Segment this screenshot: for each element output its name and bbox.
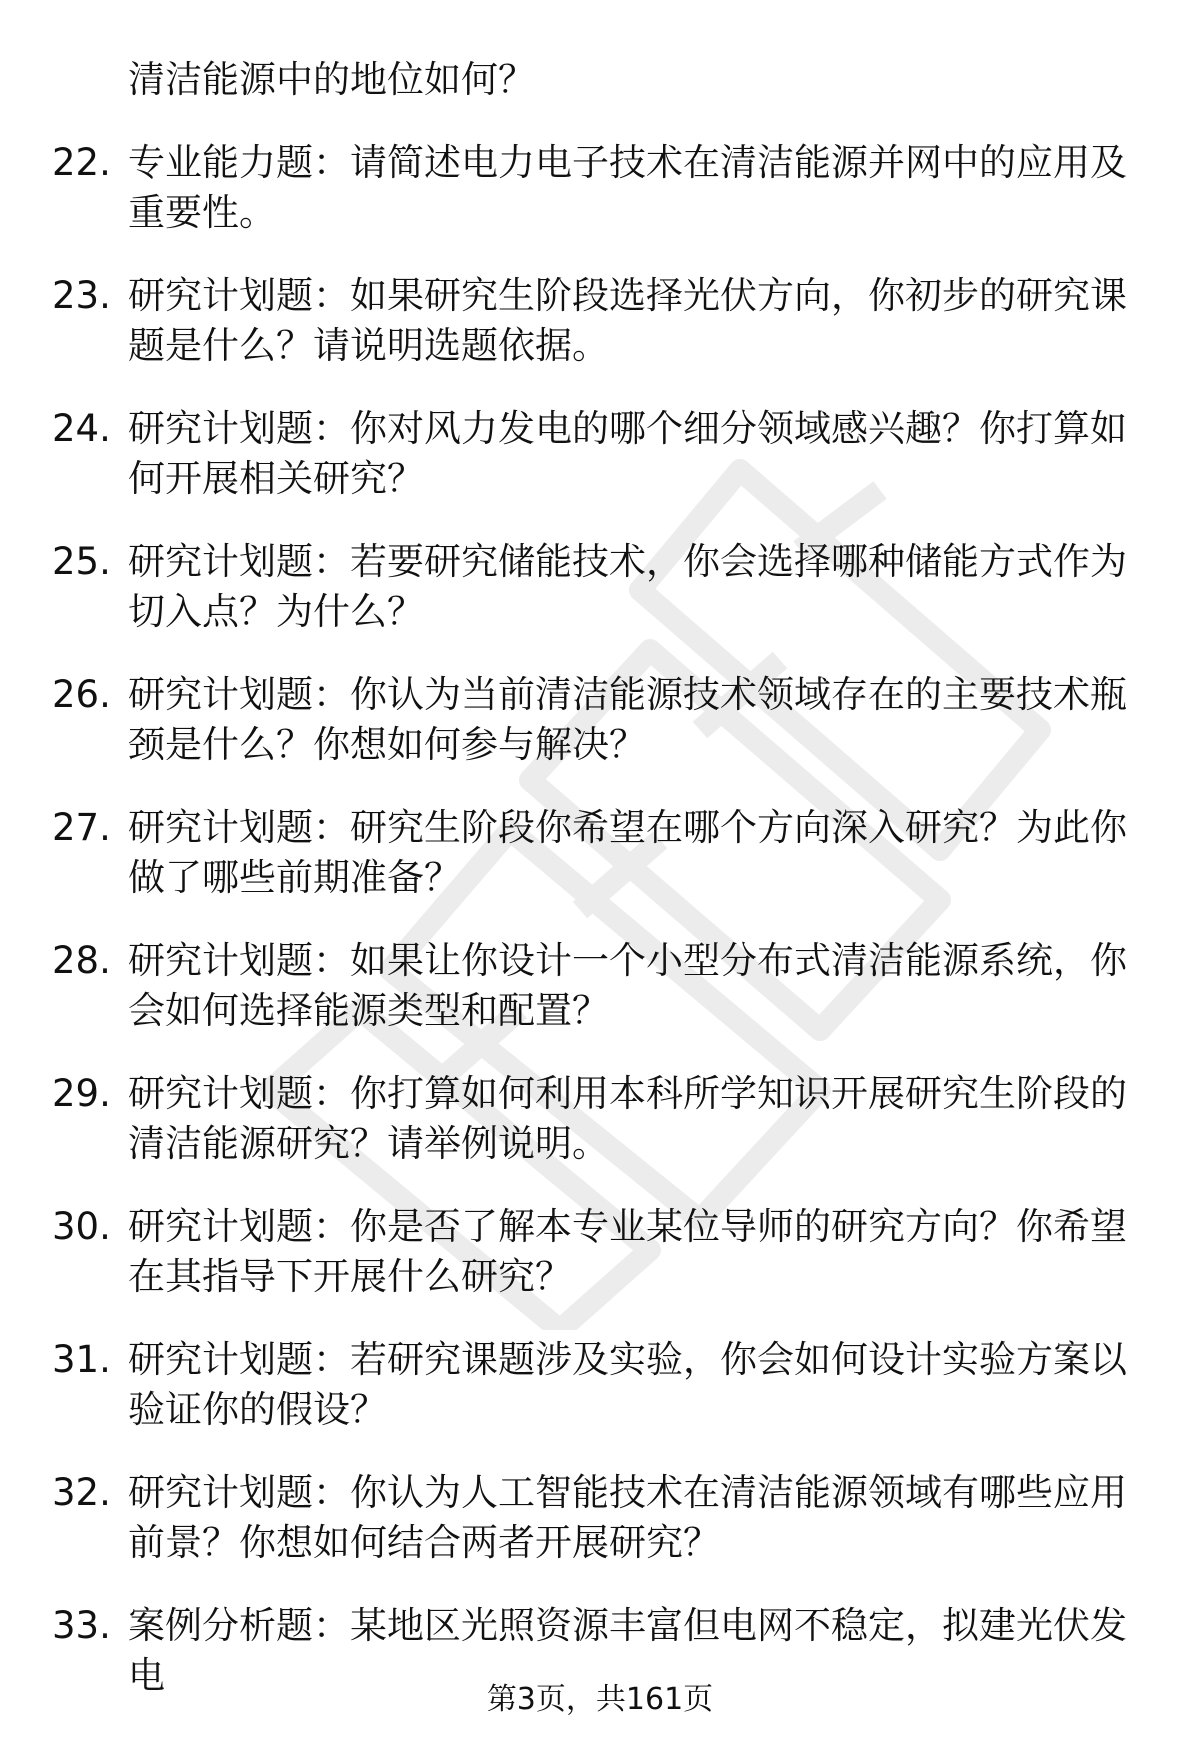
question-number: 23. bbox=[52, 274, 111, 317]
question-item bbox=[52, 537, 1152, 637]
question-number: 22. bbox=[52, 141, 111, 184]
question-item bbox=[52, 1202, 1152, 1302]
question-text: 研究计划题：若研究课题涉及实验，你会如何设计实验方案以验证你的假设？ bbox=[128, 1338, 1127, 1431]
question-text: 研究计划题：如果研究生阶段选择光伏方向，你初步的研究课题是什么？请说明选题依据。 bbox=[128, 274, 1127, 367]
question-number: 24. bbox=[52, 407, 111, 450]
question-number: 25. bbox=[52, 540, 111, 583]
question-item bbox=[52, 138, 1152, 238]
question-item bbox=[52, 404, 1152, 504]
question-text: 研究计划题：你认为当前清洁能源技术领域存在的主要技术瓶颈是什么？你想如何参与解决？ bbox=[128, 673, 1127, 766]
question-text: 清洁能源中的地位如何？ bbox=[128, 58, 535, 101]
question-text: 研究计划题：你认为人工智能技术在清洁能源领域有哪些应用前景？你想如何结合两者开展研究？ bbox=[128, 1471, 1127, 1564]
question-text: 研究计划题：你打算如何利用本科所学知识开展研究生阶段的清洁能源研究？请举例说明。 bbox=[128, 1072, 1127, 1165]
question-text: 研究计划题：若要研究储能技术，你会选择哪种储能方式作为切入点？为什么？ bbox=[128, 540, 1127, 633]
page-footer: 第3页，共161页 bbox=[486, 1682, 714, 1717]
question-text: 专业能力题：请简述电力电子技术在清洁能源并网中的应用及重要性。 bbox=[128, 141, 1127, 234]
question-item bbox=[52, 55, 1152, 105]
question-item bbox=[52, 803, 1152, 903]
question-number: 26. bbox=[52, 673, 111, 716]
question-item bbox=[52, 1468, 1152, 1568]
question-number: 27. bbox=[52, 806, 111, 849]
question-number: 29. bbox=[52, 1072, 111, 1115]
question-text: 研究计划题：你对风力发电的哪个细分领域感兴趣？你打算如何开展相关研究？ bbox=[128, 407, 1127, 500]
question-number: 32. bbox=[52, 1471, 111, 1514]
question-number: 28. bbox=[52, 939, 111, 982]
question-number: 30. bbox=[52, 1205, 111, 1248]
question-item bbox=[52, 271, 1152, 371]
question-number: 33. bbox=[52, 1604, 111, 1647]
question-item bbox=[52, 1335, 1152, 1435]
question-list bbox=[52, 55, 1152, 1734]
question-text: 研究计划题：你是否了解本专业某位导师的研究方向？你希望在其指导下开展什么研究？ bbox=[128, 1205, 1127, 1298]
question-text: 案例分析题：某地区光照资源丰富但电网不稳定，拟建光伏发电 bbox=[128, 1604, 1127, 1697]
question-text: 研究计划题：如果让你设计一个小型分布式清洁能源系统，你会如何选择能源类型和配置？ bbox=[128, 939, 1127, 1032]
question-number: 31. bbox=[52, 1338, 111, 1381]
question-item bbox=[52, 936, 1152, 1036]
question-text: 研究计划题：研究生阶段你希望在哪个方向深入研究？为此你做了哪些前期准备？ bbox=[128, 806, 1127, 899]
question-item bbox=[52, 670, 1152, 770]
question-item bbox=[52, 1069, 1152, 1169]
